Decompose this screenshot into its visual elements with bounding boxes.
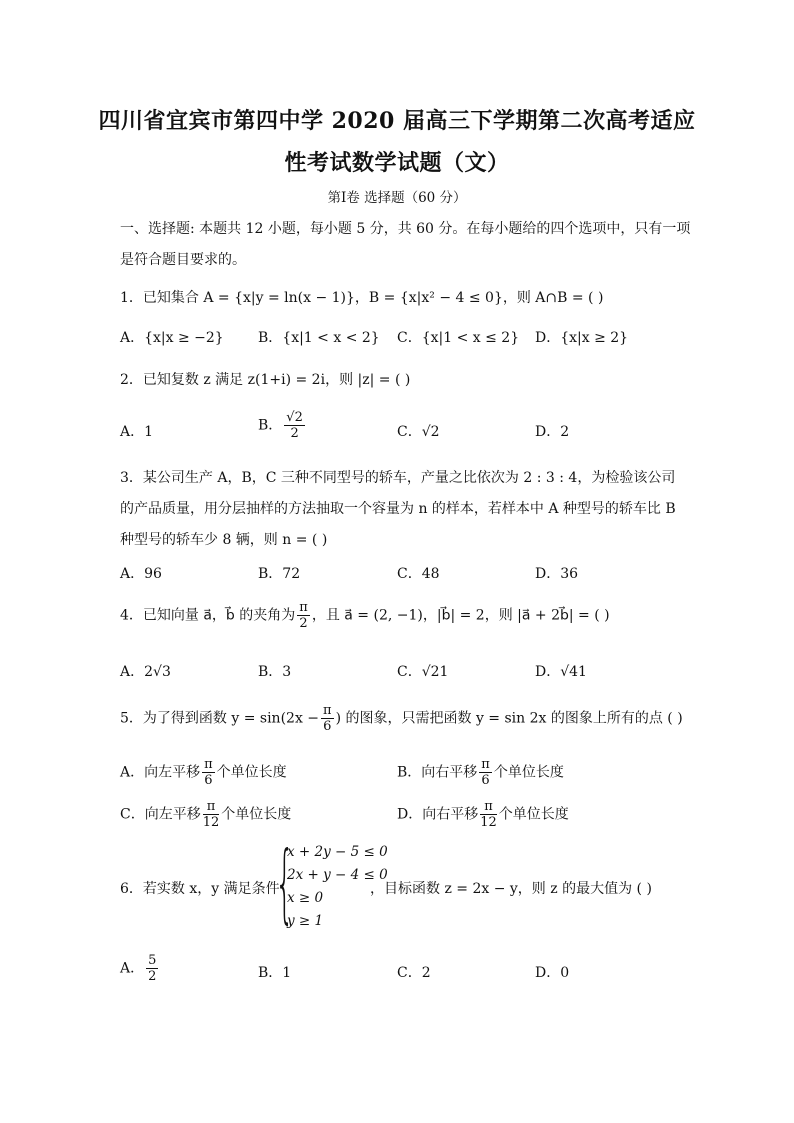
question-3-line3: 种型号的轿车少 8 辆，则 n = ( ) [120, 532, 328, 548]
fraction-numerator: π [204, 757, 213, 772]
q4-option-b: B．3 [258, 664, 292, 680]
q5-option-a-fraction [202, 757, 215, 788]
q6-constraint-system [275, 833, 388, 933]
q3-option-b: B．72 [258, 566, 301, 582]
q5-option-c-text2: 个单位长度 [221, 806, 292, 823]
question-6-stem-part1: 6．若实数 x，y 满足条件 [120, 881, 280, 897]
fraction-denominator: 2 [290, 426, 299, 441]
left-brace: { [275, 833, 295, 933]
q5-stem-part1: 5．为了得到函数 y = sin(2x − [120, 710, 320, 727]
fraction-numerator: π [481, 757, 490, 772]
q5-option-d-text2: 个单位长度 [498, 806, 569, 823]
q4-stem-part1: 4．已知向量 a⃗，b⃗ 的夹角为 [120, 607, 296, 624]
q1-option-a: A．{x|x ≥ −2} [120, 330, 224, 346]
question-3-line2: 的产品质量，用分层抽样的方法抽取一个容量为 n 的样本，若样本中 A 种型号的轿车比 B [120, 501, 676, 517]
question-5-stem [120, 703, 683, 734]
fraction-denominator: 6 [481, 773, 490, 788]
q6-constraint-4: y ≥ 1 [287, 913, 324, 929]
q5-option-c-fraction [203, 799, 220, 830]
q5-option-b [397, 757, 564, 788]
q6-option-b: B．1 [258, 965, 292, 981]
q3-option-c: C．48 [397, 566, 440, 582]
q2-option-a: A．1 [120, 424, 154, 440]
fraction-denominator: 2 [148, 969, 157, 984]
question-4-stem [120, 600, 610, 631]
q5-stem-fraction [321, 703, 334, 734]
q5-option-c [120, 799, 291, 830]
q6-option-a [120, 953, 160, 984]
q6-option-c: C．2 [397, 965, 431, 981]
q5-option-b-text1: B．向右平移 [397, 764, 478, 781]
q5-option-d-fraction [480, 799, 497, 830]
q4-option-c: C．√21 [397, 664, 449, 680]
fraction-denominator: 12 [202, 815, 220, 830]
fraction-denominator: 6 [323, 719, 332, 734]
q4-stem-part2: ，且 a⃗ = (2, −1)，|b⃗| = 2，则 |a⃗ + 2b⃗| = ( ) [311, 607, 610, 624]
fraction-denominator: 12 [480, 815, 497, 830]
section-instructions-line1: 一、选择题: 本题共 12 小题，每小题 5 分，共 60 分。在每小题给的四个选项中，只有一项 [120, 221, 691, 237]
fraction-denominator: 6 [204, 773, 213, 788]
q5-option-a-text2: 个单位长度 [216, 764, 287, 781]
q3-option-a: A．96 [120, 566, 162, 582]
q6-constraint-1: x + 2y − 5 ≤ 0 [287, 844, 388, 860]
fraction-numerator: √2 [286, 410, 303, 425]
q1-option-b: B．{x|1 < x < 2} [258, 330, 380, 346]
q2-option-c: C．√2 [397, 424, 440, 440]
q6-constraint-3: x ≥ 0 [287, 890, 324, 906]
q1-option-c: C．{x|1 < x ≤ 2} [397, 330, 520, 346]
fraction-numerator: π [203, 799, 220, 815]
q5-option-b-text2: 个单位长度 [493, 764, 564, 781]
q3-option-d: D．36 [535, 566, 579, 582]
q5-option-d [397, 799, 569, 830]
q5-option-d-text1: D．向右平移 [397, 806, 479, 823]
section-subtitle: 第I卷 选择题（60 分） [327, 190, 467, 206]
fraction-denominator: 2 [299, 616, 308, 631]
q5-stem-part2: ) 的图象，只需把函数 y = sin 2x 的图象上所有的点 ( ) [335, 710, 683, 727]
fraction-numerator: 5 [148, 953, 157, 968]
q2-option-b-fraction [284, 410, 305, 441]
section-instructions-line2: 是符合题目要求的。 [120, 252, 246, 268]
exam-title-line2: 性考试数学试题（文） [284, 150, 510, 176]
q6-constraint-2: 2x + y − 4 ≤ 0 [287, 867, 388, 883]
fraction-numerator: π [480, 799, 497, 815]
q6-option-a-fraction [146, 953, 158, 984]
q4-option-d: D．√41 [535, 664, 587, 680]
q2-option-b [258, 410, 307, 441]
fraction-numerator: π [299, 600, 308, 615]
question-1-stem: 1．已知集合 A = {x|y = ln(x − 1)}，B = {x|x² − 4 ≤ 0}，则 A∩B = ( ) [120, 290, 604, 306]
exam-title-line1: 四川省宜宾市第四中学 2020 届高三下学期第二次高考适应 [98, 108, 696, 134]
q2-option-d: D．2 [535, 424, 570, 440]
q5-option-a [120, 757, 287, 788]
q4-angle-fraction [297, 600, 310, 631]
q5-option-a-text1: A．向左平移 [120, 764, 201, 781]
question-2-stem: 2．已知复数 z 满足 z(1+i) = 2i，则 |z| = ( ) [120, 372, 411, 388]
fraction-numerator: π [323, 703, 332, 718]
q6-option-d: D．0 [535, 965, 570, 981]
q5-option-b-fraction [479, 757, 492, 788]
q5-option-c-text1: C．向左平移 [120, 806, 201, 823]
question-6-stem-part2: ，目标函数 z = 2x − y，则 z 的最大值为 ( ) [370, 881, 652, 897]
q2-option-b-label: B． [258, 417, 283, 434]
q4-option-a: A．2√3 [120, 664, 171, 680]
q6-option-a-label: A． [120, 960, 145, 977]
q1-option-d: D．{x|x ≥ 2} [535, 330, 629, 346]
question-3-line1: 3．某公司生产 A，B，C 三种不同型号的轿车，产量之比依次为 2 : 3 : 4，为检验该公司 [120, 470, 676, 486]
